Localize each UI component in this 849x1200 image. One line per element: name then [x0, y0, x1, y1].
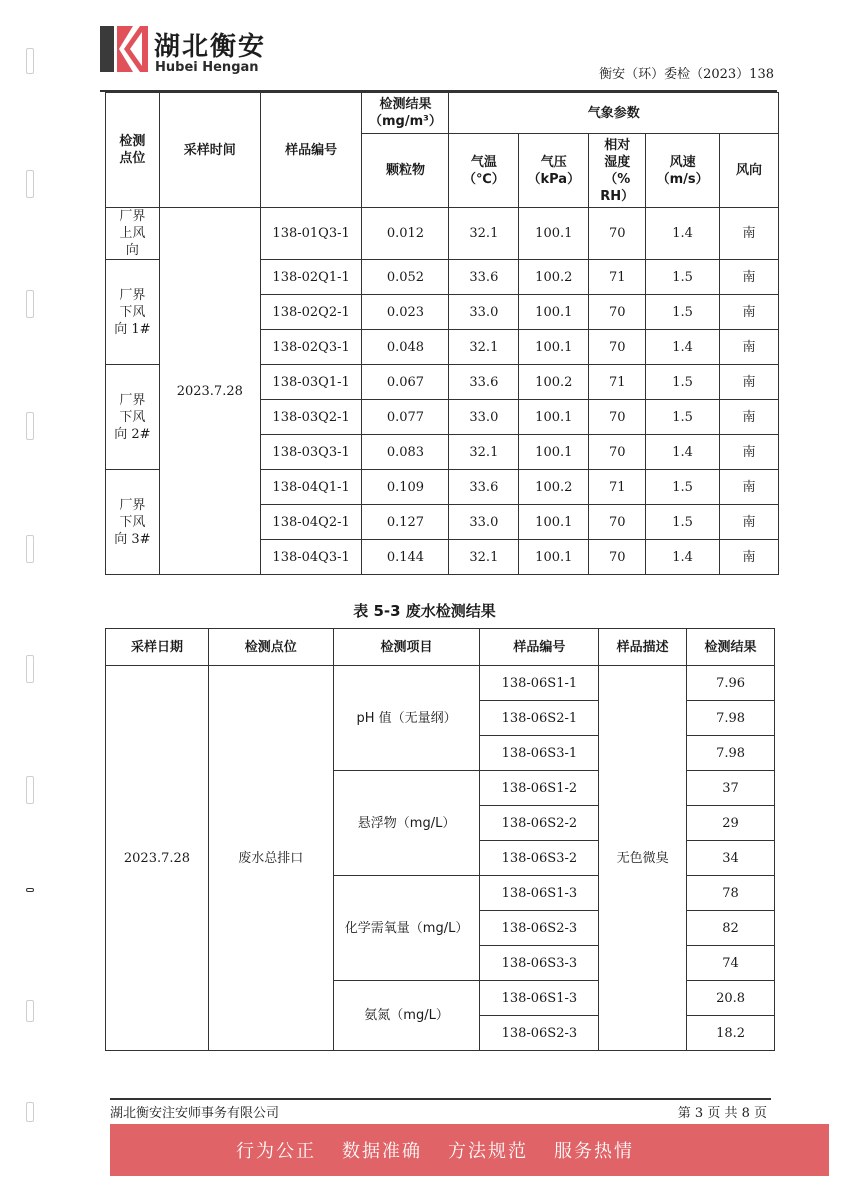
particulate-value: 0.012 — [362, 208, 449, 260]
company-name-cn: 湖北衡安 — [154, 32, 267, 62]
pressure-value: 100.2 — [519, 365, 589, 400]
test-result: 34 — [687, 841, 775, 876]
page-number: 第 3 页 共 8 页 — [677, 1106, 767, 1121]
header-wind-dir: 风向 — [720, 134, 779, 208]
sample-id: 138-06S2-1 — [480, 701, 599, 736]
sample-id: 138-03Q2-1 — [260, 400, 362, 435]
sample-id: 138-04Q1-1 — [260, 470, 362, 505]
humidity-value: 71 — [589, 365, 646, 400]
sample-id: 138-04Q2-1 — [260, 505, 362, 540]
humidity-value: 70 — [589, 208, 646, 260]
wind-direction-value: 南 — [720, 260, 779, 295]
test-result: 7.98 — [687, 701, 775, 736]
sample-id: 138-03Q1-1 — [260, 365, 362, 400]
header-sample-id: 样品编号 — [260, 93, 362, 208]
wind-direction-value: 南 — [720, 365, 779, 400]
test-item: 悬浮物（mg/L） — [333, 771, 480, 876]
pressure-value: 100.1 — [519, 295, 589, 330]
sampling-date: 2023.7.28 — [106, 666, 209, 1051]
footer-company: 湖北衡安注安师事务有限公司 — [110, 1106, 280, 1121]
wind-direction-value: 南 — [720, 540, 779, 575]
wind-speed-value: 1.5 — [646, 505, 720, 540]
wind-speed-value: 1.5 — [646, 470, 720, 505]
sample-id: 138-06S1-3 — [480, 876, 599, 911]
sample-id: 138-06S3-3 — [480, 946, 599, 981]
humidity-value: 71 — [589, 470, 646, 505]
header-result: 检测结果 — [687, 629, 775, 666]
header-point: 检测 点位 — [106, 93, 160, 208]
sample-id: 138-06S1-1 — [480, 666, 599, 701]
monitoring-point: 废水总排口 — [208, 666, 333, 1051]
particulate-value: 0.023 — [362, 295, 449, 330]
temperature-value: 32.1 — [449, 208, 519, 260]
header-particulate: 颗粒物 — [362, 134, 449, 208]
air-table-body — [106, 93, 779, 575]
temperature-value: 33.0 — [449, 400, 519, 435]
slogan-text: 行为公正 — [236, 1141, 316, 1162]
sample-id: 138-06S2-2 — [480, 806, 599, 841]
document-number: 衡安（环）委检（2023）138 — [599, 67, 774, 82]
test-result: 7.96 — [687, 666, 775, 701]
wind-direction-value: 南 — [720, 208, 779, 260]
monitoring-point: 厂界 下风 向 1# — [106, 260, 160, 365]
slogan-text: 方法规范 — [448, 1141, 528, 1162]
sample-id: 138-06S1-2 — [480, 771, 599, 806]
header-result-group: 检测结果 （mg/m³） — [362, 93, 449, 134]
humidity-value: 70 — [589, 505, 646, 540]
test-result: 37 — [687, 771, 775, 806]
particulate-value: 0.144 — [362, 540, 449, 575]
scan-binder-mark — [26, 170, 34, 198]
sample-id: 138-06S3-1 — [480, 736, 599, 771]
temperature-value: 32.1 — [449, 540, 519, 575]
wind-speed-value: 1.4 — [646, 208, 720, 260]
scan-binder-mark — [26, 412, 34, 440]
test-result: 78 — [687, 876, 775, 911]
header-humidity: 相对 湿度 （% RH） — [589, 134, 646, 208]
test-item: 氨氮（mg/L） — [333, 981, 480, 1051]
scan-binder-mark — [26, 776, 34, 804]
humidity-value: 70 — [589, 540, 646, 575]
company-logo — [100, 26, 148, 72]
humidity-value: 70 — [589, 330, 646, 365]
temperature-value: 32.1 — [449, 435, 519, 470]
sample-id: 138-03Q3-1 — [260, 435, 362, 470]
sample-description: 无色微臭 — [599, 666, 687, 1051]
pressure-value: 100.1 — [519, 435, 589, 470]
test-item: pH 值（无量纲） — [333, 666, 480, 771]
scan-binder-mark — [26, 888, 34, 892]
sample-id: 138-01Q3-1 — [260, 208, 362, 260]
scan-binder-mark — [26, 1000, 34, 1022]
table-row — [106, 208, 779, 260]
particulate-value: 0.067 — [362, 365, 449, 400]
wind-speed-value: 1.5 — [646, 400, 720, 435]
particulate-value: 0.083 — [362, 435, 449, 470]
sample-id: 138-02Q1-1 — [260, 260, 362, 295]
slogan-text: 数据准确 — [342, 1141, 422, 1162]
sample-id: 138-06S3-2 — [480, 841, 599, 876]
header-wind-speed: 风速 （m/s） — [646, 134, 720, 208]
wind-speed-value: 1.5 — [646, 295, 720, 330]
wind-direction-value: 南 — [720, 295, 779, 330]
sampling-date: 2023.7.28 — [159, 208, 260, 575]
particulate-value: 0.109 — [362, 470, 449, 505]
test-result: 82 — [687, 911, 775, 946]
particulate-value: 0.052 — [362, 260, 449, 295]
pressure-value: 100.1 — [519, 505, 589, 540]
footer-divider — [110, 1098, 771, 1100]
temperature-value: 33.0 — [449, 505, 519, 540]
particulate-value: 0.077 — [362, 400, 449, 435]
wind-speed-value: 1.5 — [646, 365, 720, 400]
temperature-value: 33.6 — [449, 260, 519, 295]
header-point: 检测点位 — [208, 629, 333, 666]
test-item: 化学需氧量（mg/L） — [333, 876, 480, 981]
wastewater-table-body — [106, 629, 775, 1051]
scan-binder-mark — [26, 1102, 34, 1122]
wind-speed-value: 1.4 — [646, 540, 720, 575]
monitoring-point: 厂界 下风 向 2# — [106, 365, 160, 470]
header-pressure: 气压 （kPa） — [519, 134, 589, 208]
temperature-value: 32.1 — [449, 330, 519, 365]
slogan-banner — [110, 1124, 829, 1176]
wind-direction-value: 南 — [720, 435, 779, 470]
test-result: 29 — [687, 806, 775, 841]
wind-direction-value: 南 — [720, 470, 779, 505]
wastewater-table — [105, 628, 775, 1051]
wind-speed-value: 1.4 — [646, 435, 720, 470]
humidity-value: 70 — [589, 435, 646, 470]
temperature-value: 33.6 — [449, 470, 519, 505]
sample-id: 138-04Q3-1 — [260, 540, 362, 575]
wind-speed-value: 1.5 — [646, 260, 720, 295]
test-result: 20.8 — [687, 981, 775, 1016]
pressure-value: 100.2 — [519, 260, 589, 295]
pressure-value: 100.2 — [519, 470, 589, 505]
particulate-value: 0.048 — [362, 330, 449, 365]
slogan-text: 服务热情 — [554, 1141, 634, 1162]
humidity-value: 71 — [589, 260, 646, 295]
wind-direction-value: 南 — [720, 330, 779, 365]
scan-binder-mark — [26, 48, 34, 74]
sample-id: 138-02Q2-1 — [260, 295, 362, 330]
table-caption: 表 5-3 废水检测结果 — [353, 602, 496, 620]
company-name-en: Hubei Hengan — [155, 60, 259, 75]
header-temp: 气温 （℃） — [449, 134, 519, 208]
monitoring-point: 厂界 上风 向 — [106, 208, 160, 260]
temperature-value: 33.6 — [449, 365, 519, 400]
air-monitoring-table — [105, 92, 779, 575]
pressure-value: 100.1 — [519, 208, 589, 260]
wind-speed-value: 1.4 — [646, 330, 720, 365]
humidity-value: 70 — [589, 295, 646, 330]
table-header-row — [106, 93, 779, 134]
temperature-value: 33.0 — [449, 295, 519, 330]
humidity-value: 70 — [589, 400, 646, 435]
header-sample-id: 样品编号 — [480, 629, 599, 666]
sample-id: 138-06S1-3 — [480, 981, 599, 1016]
header-time: 采样时间 — [159, 93, 260, 208]
monitoring-point: 厂界 下风 向 3# — [106, 470, 160, 575]
pressure-value: 100.1 — [519, 540, 589, 575]
particulate-value: 0.127 — [362, 505, 449, 540]
header-weather-group: 气象参数 — [449, 93, 779, 134]
test-result: 74 — [687, 946, 775, 981]
wind-direction-value: 南 — [720, 400, 779, 435]
sample-id: 138-02Q3-1 — [260, 330, 362, 365]
sample-id: 138-06S2-3 — [480, 1016, 599, 1051]
pressure-value: 100.1 — [519, 330, 589, 365]
wind-direction-value: 南 — [720, 505, 779, 540]
header-desc: 样品描述 — [599, 629, 687, 666]
header-date: 采样日期 — [106, 629, 209, 666]
pressure-value: 100.1 — [519, 400, 589, 435]
test-result: 18.2 — [687, 1016, 775, 1051]
table-header-row — [106, 629, 775, 666]
scan-binder-mark — [26, 290, 34, 318]
scan-binder-mark — [26, 655, 34, 683]
header-item: 检测项目 — [333, 629, 480, 666]
table-row — [106, 666, 775, 701]
sample-id: 138-06S2-3 — [480, 911, 599, 946]
scan-binder-mark — [26, 535, 34, 563]
test-result: 7.98 — [687, 736, 775, 771]
